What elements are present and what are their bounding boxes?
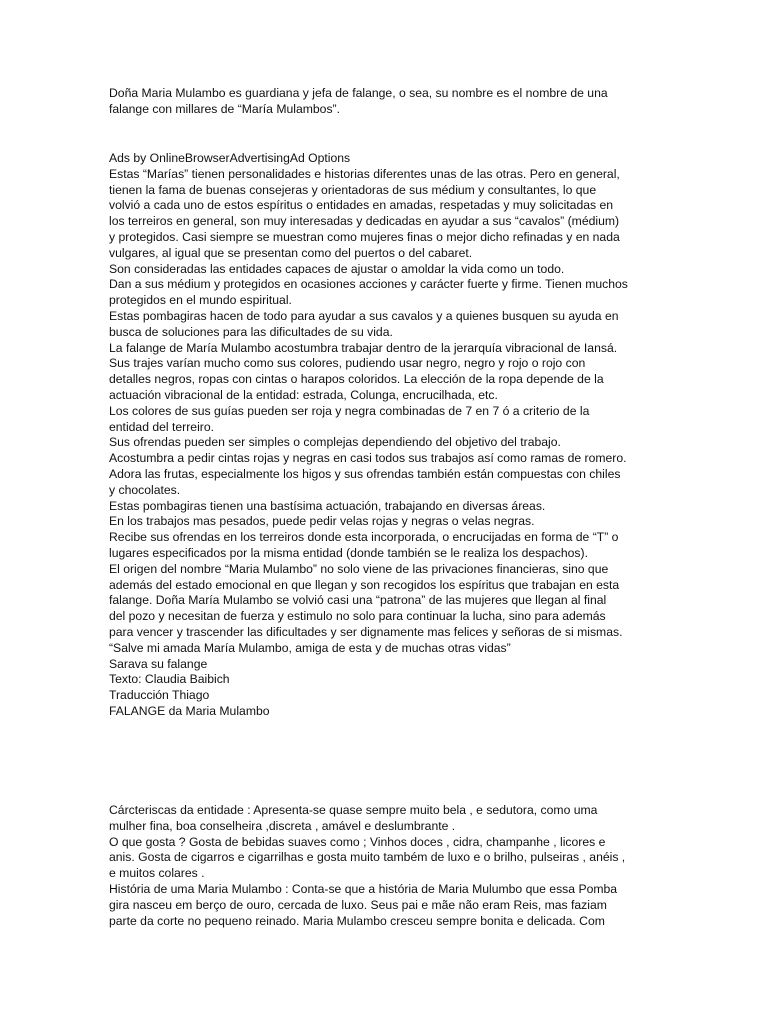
text-line: Dan a sus médium y protegidos en ocasiones acciones y carácter fuerte y firme. Tienen muchos — [109, 277, 628, 292]
text-line: gira nasceu em berço de ouro, cercada de luxo. Seus pai e mãe não eram Reis, mas faziam — [109, 897, 607, 912]
translator-line: Traducción Thiago — [109, 688, 210, 703]
text-line: Estas pombagiras hacen de todo para ayudar a sus cavalos y a quienes busquen su ayuda en — [109, 308, 619, 323]
text-line: Acostumbra a pedir cintas rojas y negras en casi todos sus trabajos así como ramas de romero. — [109, 451, 627, 466]
text-line: mulher fina, boa conselheira ,discreta , amável e deslumbrante . — [109, 818, 456, 833]
text-line: Doña Maria Mulambo es guardiana y jefa de falange, o sea, su nombre es el nombre de una — [109, 86, 608, 100]
text-line: Cárcteriscas da entidade : Apresenta-se quase sempre muito bela , e sedutora, como uma — [109, 803, 598, 817]
text-line: Estas “Marías” tienen personalidades e historias diferentes unas de las otras. Pero en general, — [109, 166, 620, 181]
text-line: Sus ofrendas pueden ser simples o complejas dependiendo del objetivo del trabajo. — [109, 435, 561, 450]
text-line: e muitos colares . — [109, 866, 205, 881]
text-line: En los trabajos mas pesados, puede pedir velas rojas y negras o velas negras. — [109, 514, 535, 529]
author-line: Texto: Claudia Baibich — [109, 672, 230, 687]
text-line: además del estado emocional en que llegan y son recogidos los espíritus que trabajan en esta — [109, 577, 620, 592]
text-line: para vencer y trascender las dificultades y ser dignamente mas felices y señoras de si mismas. — [109, 624, 623, 639]
text-line: Estas pombagiras tienen una bastísima actuación, trabajando en diversas áreas. — [109, 498, 546, 513]
text-line: volvió a cada uno de estos espíritus o entidades en amadas, respetadas y muy solicitadas en — [109, 198, 614, 213]
text-line: La falange de María Mulambo acostumbra trabajar dentro de la jerarquía vibracional de Iansá. — [109, 340, 618, 355]
main-text-section — [109, 151, 659, 720]
section-title: FALANGE da Maria Mulambo — [109, 703, 270, 718]
ads-line: Ads by OnlineBrowserAdvertisingAd Options — [109, 151, 351, 165]
text-line: O que gosta ? Gosta de bebidas suaves como ; Vinhos doces , cidra, champanhe , licores e — [109, 834, 606, 849]
text-line: parte da corte no pequeno reinado. Maria Mulambo cresceu sempre bonita e delicada. Com — [109, 913, 605, 928]
text-line: Sarava su falange — [109, 656, 208, 671]
text-line: del pozo y necesitan de fuerza y estimulo no solo para continuar la lucha, sino para además — [109, 609, 606, 624]
text-line: entidad del terreiro. — [109, 419, 215, 434]
quote-line: “Salve mi amada María Mulambo, amiga de esta y de muchas otras vidas” — [109, 640, 511, 655]
text-line: falange. Doña María Mulambo se volvió casi una “patrona” de las mujeres que llegan al final — [109, 593, 607, 608]
text-line: Son consideradas las entidades capaces de ajustar o amoldar la vida como un todo. — [109, 261, 565, 276]
text-line: anis. Gosta de cigarros e cigarrilhas e gosta muito também de luxo e o brilho, pulseiras , anéis , — [109, 850, 626, 865]
text-line: tienen la fama de buenas consejeras y orientadoras de sus médium y consultantes, lo que — [109, 182, 597, 197]
text-line: Sus trajes varían mucho como sus colores, pudiendo usar negro, negro y rojo o rojo con — [109, 356, 586, 371]
text-line: y chocolates. — [109, 482, 181, 497]
portuguese-section — [109, 803, 659, 929]
text-line: falange con millares de “María Mulambos”. — [109, 101, 340, 116]
text-line: Recibe sus ofrendas en los terreiros donde esta incorporada, o encrucijadas en forma de “T” o — [109, 530, 619, 545]
text-line: busca de soluciones para las dificultades de su vida. — [109, 324, 393, 339]
text-line: los terreiros en general, son muy interesadas y dedicadas en ayudar a sus “cavalos” (médium) — [109, 214, 620, 229]
intro-paragraph — [109, 86, 659, 118]
text-line: Adora las frutas, especialmente los higos y sus ofrendas también están compuestas con chiles — [109, 466, 621, 481]
text-line: História de uma Maria Mulambo : Conta-se que a história de Maria Mulumbo que essa Pomba — [109, 881, 618, 896]
text-line: actuación vibracional de la entidad: estrada, Colunga, encrucilhada, etc. — [109, 387, 498, 402]
text-line: Los colores de sus guías pueden ser roja y negra combinadas de 7 en 7 ó a criterio de la — [109, 403, 590, 418]
text-line: protegidos en el mundo espiritual. — [109, 293, 292, 308]
text-line: lugares especificados por la misma entidad (donde también se le realiza los despachos). — [109, 545, 588, 560]
text-line: y protegidos. Casi siempre se muestran como mujeres finas o mejor dicho refinadas y en nada — [109, 229, 620, 244]
text-line: vulgares, al igual que se presentan como del puertos o del cabaret. — [109, 245, 473, 260]
text-line: detalles negros, ropas con cintas o harapos coloridos. La elección de la ropa depende de la — [109, 372, 604, 387]
text-line: El origen del nombre “Maria Mulambo” no solo viene de las privaciones financieras, sino que — [109, 561, 609, 576]
